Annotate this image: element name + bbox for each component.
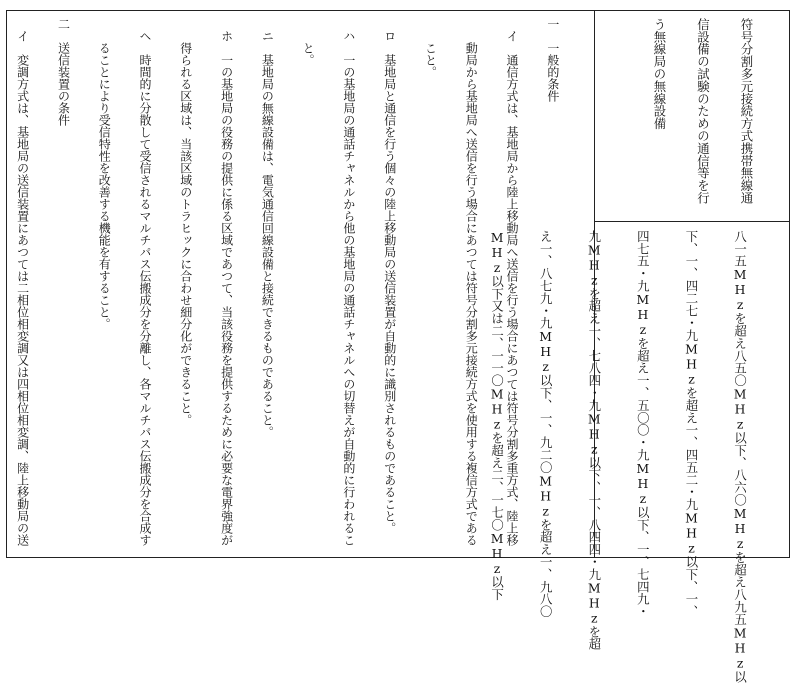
body-line: ホ 一の基地局の役務の提供に係る区域であつて、当該役務を提供するために必要な電界強度が [219,18,234,546]
body-line: と。 [301,18,316,66]
frequency-line: 九MHzを超え一、七八四・九MHz以下、一、八四四・九MHzを超 [586,230,602,651]
frequency-line: 四七五・九MHzを超え一、五〇〇・九MHz以下、一、七四九・ [635,230,651,618]
regulation-body-text [15,18,586,618]
row-divider [595,221,790,222]
heading-line: う無線局の無線設備 [652,18,667,130]
frequency-line: MHz以下又は二、一一〇MHzを超え二、一七〇MHz以下 [489,230,505,601]
body-line: ハ 一の基地局の通話チャネルから他の基地局の通話チャネルへの切替えが自動的に行われるこ [341,18,356,546]
body-line: ロ 基地局と通信を行う個々の陸上移動局の送信装置が自動的に識別されるものであること。 [382,18,397,534]
body-line: こと。 [423,18,438,78]
body-line: 一 一般的条件 [545,18,560,102]
body-line: イ 通信方式は、基地局から陸上移動局へ送信を行う場合にあつては符号分割多重方式、陸上移 [505,18,520,546]
frequency-line: 八一五MHzを超え八五〇MHz以下、八六〇MHzを超え八九五MHz以 [732,230,748,683]
body-line: ニ 基地局の無線設備は、電気通信回線設備と接続できるものであること。 [260,18,275,438]
body-line: ヘ 時間的に分散して受信されるマルチパス伝搬成分を分離し、各マルチパス伝搬成分を合成す [138,18,152,546]
frequency-line: 下、一、四二七・九MHzを超え一、四五二・九MHz以下、一、 [683,230,699,618]
body-line: ることにより受信特性を改善する機能を有すること。 [97,18,112,330]
body-line: 動局から基地局へ送信を行う場合にあつては符号分割多元接続方式を使用する複信方式である [464,18,479,546]
table-heading-text [606,18,782,216]
body-line: 二 送信装置の条件 [56,18,71,126]
heading-line: 信設備の試験のための通信等を行 [695,18,711,204]
heading-line: 符号分割多元接続方式携帯無線通 [739,18,754,204]
body-line: 得られる区域は、当該区域のトラヒックに合わせ細分化ができること。 [178,18,193,426]
body-line: イ 変調方式は、基地局の送信装置にあつては二相位相変調又は四相位相変調、陸上移動局の送 [15,18,30,546]
frequency-line: え一、八七九・九MHz以下、一、九二〇MHzを超え一、九八〇 [538,230,554,618]
